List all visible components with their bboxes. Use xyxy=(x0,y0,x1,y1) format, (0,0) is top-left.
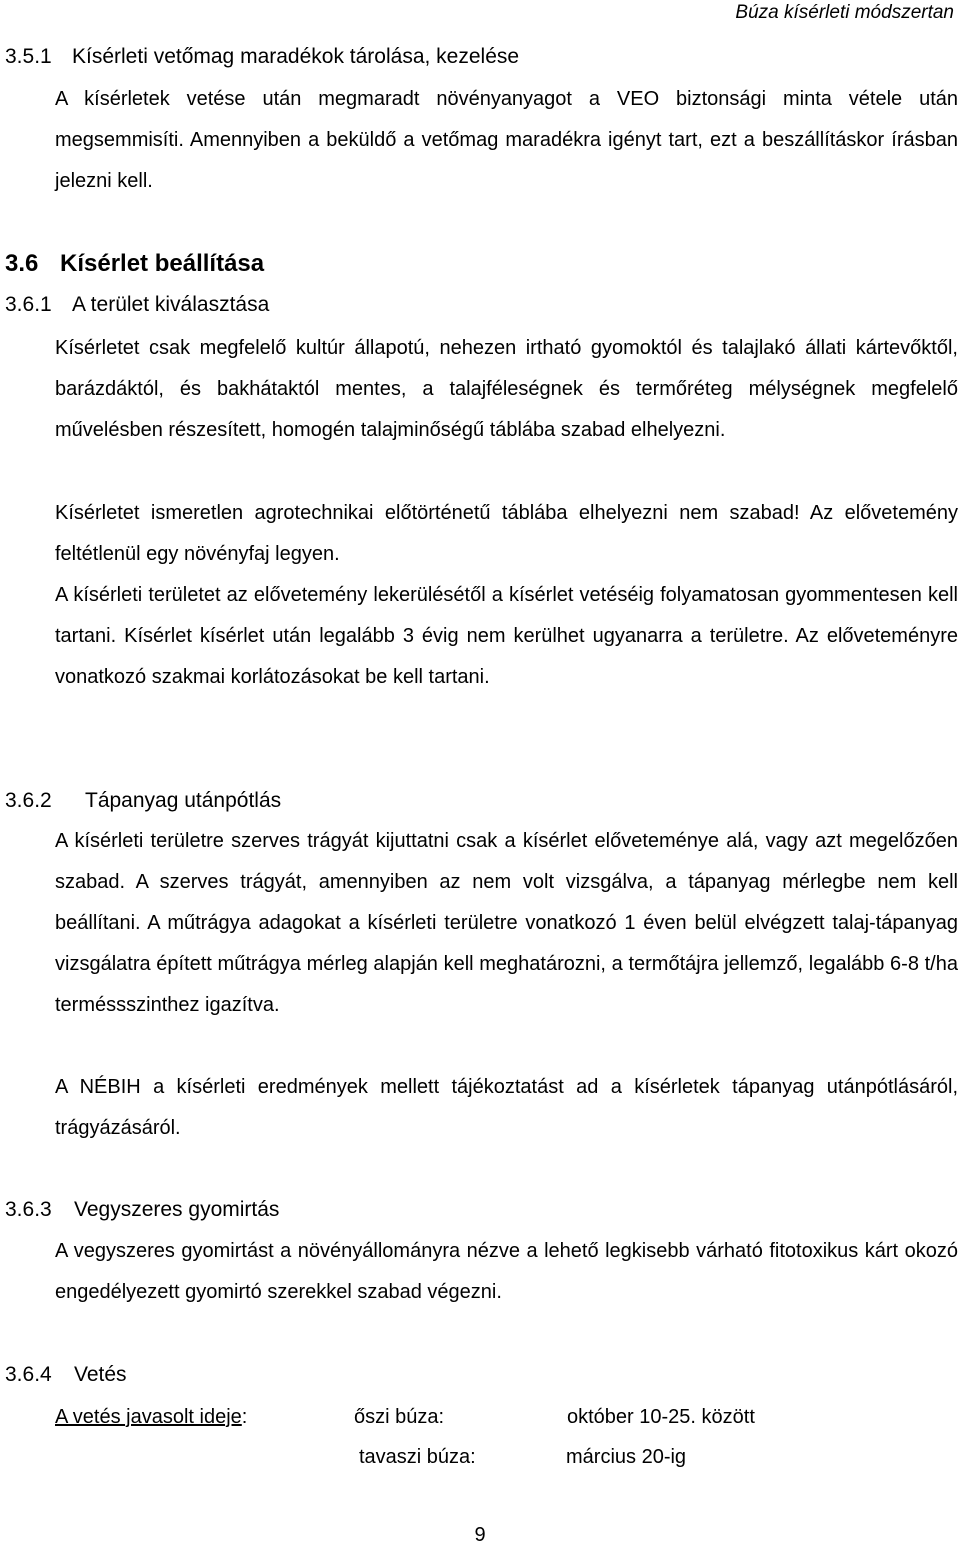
heading-number: 3.6 xyxy=(5,250,39,277)
sowing-row-time: március 20-ig xyxy=(566,1446,687,1468)
heading-number: 3.6.4 xyxy=(5,1363,52,1386)
heading-title: Vegyszeres gyomirtás xyxy=(74,1198,280,1221)
sowing-row-crop: őszi búza: xyxy=(354,1406,445,1428)
heading-3-6 xyxy=(5,248,264,280)
heading-3-6-1 xyxy=(5,292,269,318)
paragraph-3-6-1-b: Kísérletet ismeretlen agrotechnikai előtörténetű táblába elhelyezni nem szabad! Az elővetemény feltétlenül egy növényfaj legyen. xyxy=(55,502,958,565)
paragraph-3-6-2-a: A kísérleti területre szerves trágyát kijuttatni csak a kísérlet előveteménye alá, vagy azt megelőzően szabad. A szerves trágyát, amennyiben az nem volt vizsgálva, a tápanyag mérlegbe nem kell beállítani. A műtrágya adagokat a kísérleti területre vonatkozó 1 éven belül elvégzett talaj-tápanyag vizsgálatra épített műtrágya mérleg alapján kell meghatározni, a termőtájra jellemző, legalább 6-8 t/ha terméssszinthez igazítva. xyxy=(55,830,958,1016)
heading-number: 3.6.1 xyxy=(5,293,52,316)
heading-3-6-3 xyxy=(5,1197,279,1223)
sowing-time-label-text: A vetés javasolt ideje xyxy=(55,1406,242,1428)
sowing-row-time: október 10-25. között xyxy=(567,1406,755,1428)
heading-number: 3.6.3 xyxy=(5,1198,52,1221)
heading-title: Kísérleti vetőmag maradékok tárolása, kezelése xyxy=(72,45,520,68)
sowing-time-label-colon: : xyxy=(241,1406,248,1428)
heading-number: 3.6.2 xyxy=(5,789,52,812)
paragraph-3-6-3: A vegyszeres gyomirtást a növényállományra nézve a lehető legkisebb várható fitotoxikus kárt okozó engedélyezett gyomirtó szerekkel szabad végezni. xyxy=(55,1240,958,1303)
paragraph-3-5-1: A kísérletek vetése után megmaradt növényanyagot a VEO biztonsági minta vétele után megsemmisíti. Amennyiben a beküldő a vetőmag maradékra igényt tart, ezt a beszállításkor írásban jelezni kell. xyxy=(55,88,958,192)
paragraph-3-6-2-b: A NÉBIH a kísérleti eredmények mellett tájékoztatást ad a kísérletek tápanyag utánpótlásáról, trágyázásáról. xyxy=(55,1076,958,1139)
page-number: 9 xyxy=(474,1524,486,1546)
sowing-row-crop: tavaszi búza: xyxy=(359,1446,476,1468)
running-header: Búza kísérleti módszertan xyxy=(735,2,954,23)
heading-title: Tápanyag utánpótlás xyxy=(85,789,282,812)
heading-title: A terület kiválasztása xyxy=(72,293,270,316)
heading-title: Vetés xyxy=(74,1363,127,1386)
paragraph-3-6-1-a: Kísérletet csak megfelelő kultúr állapotú, nehezen irtható gyomoktól és talajlakó állati kártevőktől, barázdáktól, és bakhátaktól mentes, a talajféleségnek és termőréteg mélységnek megfelelő művelésben részesített, homogén talajminőségű táblába szabad elhelyezni. xyxy=(55,337,958,441)
sowing-time-label xyxy=(55,1404,247,1430)
heading-3-5-1 xyxy=(5,44,519,70)
heading-3-6-4 xyxy=(5,1362,127,1388)
heading-title: Kísérlet beállítása xyxy=(60,250,265,277)
paragraph-3-6-1-c: A kísérleti területet az elővetemény lekerülésétől a kísérlet vetéséig folyamatosan gyommentesen kell tartani. Kísérlet kísérlet után legalább 3 évig nem kerülhet ugyanarra a területre. Az előveteményre vonatkozó szakmai korlátozásokat be kell tartani. xyxy=(55,584,958,688)
heading-3-6-2 xyxy=(5,788,281,814)
heading-number: 3.5.1 xyxy=(5,45,52,68)
